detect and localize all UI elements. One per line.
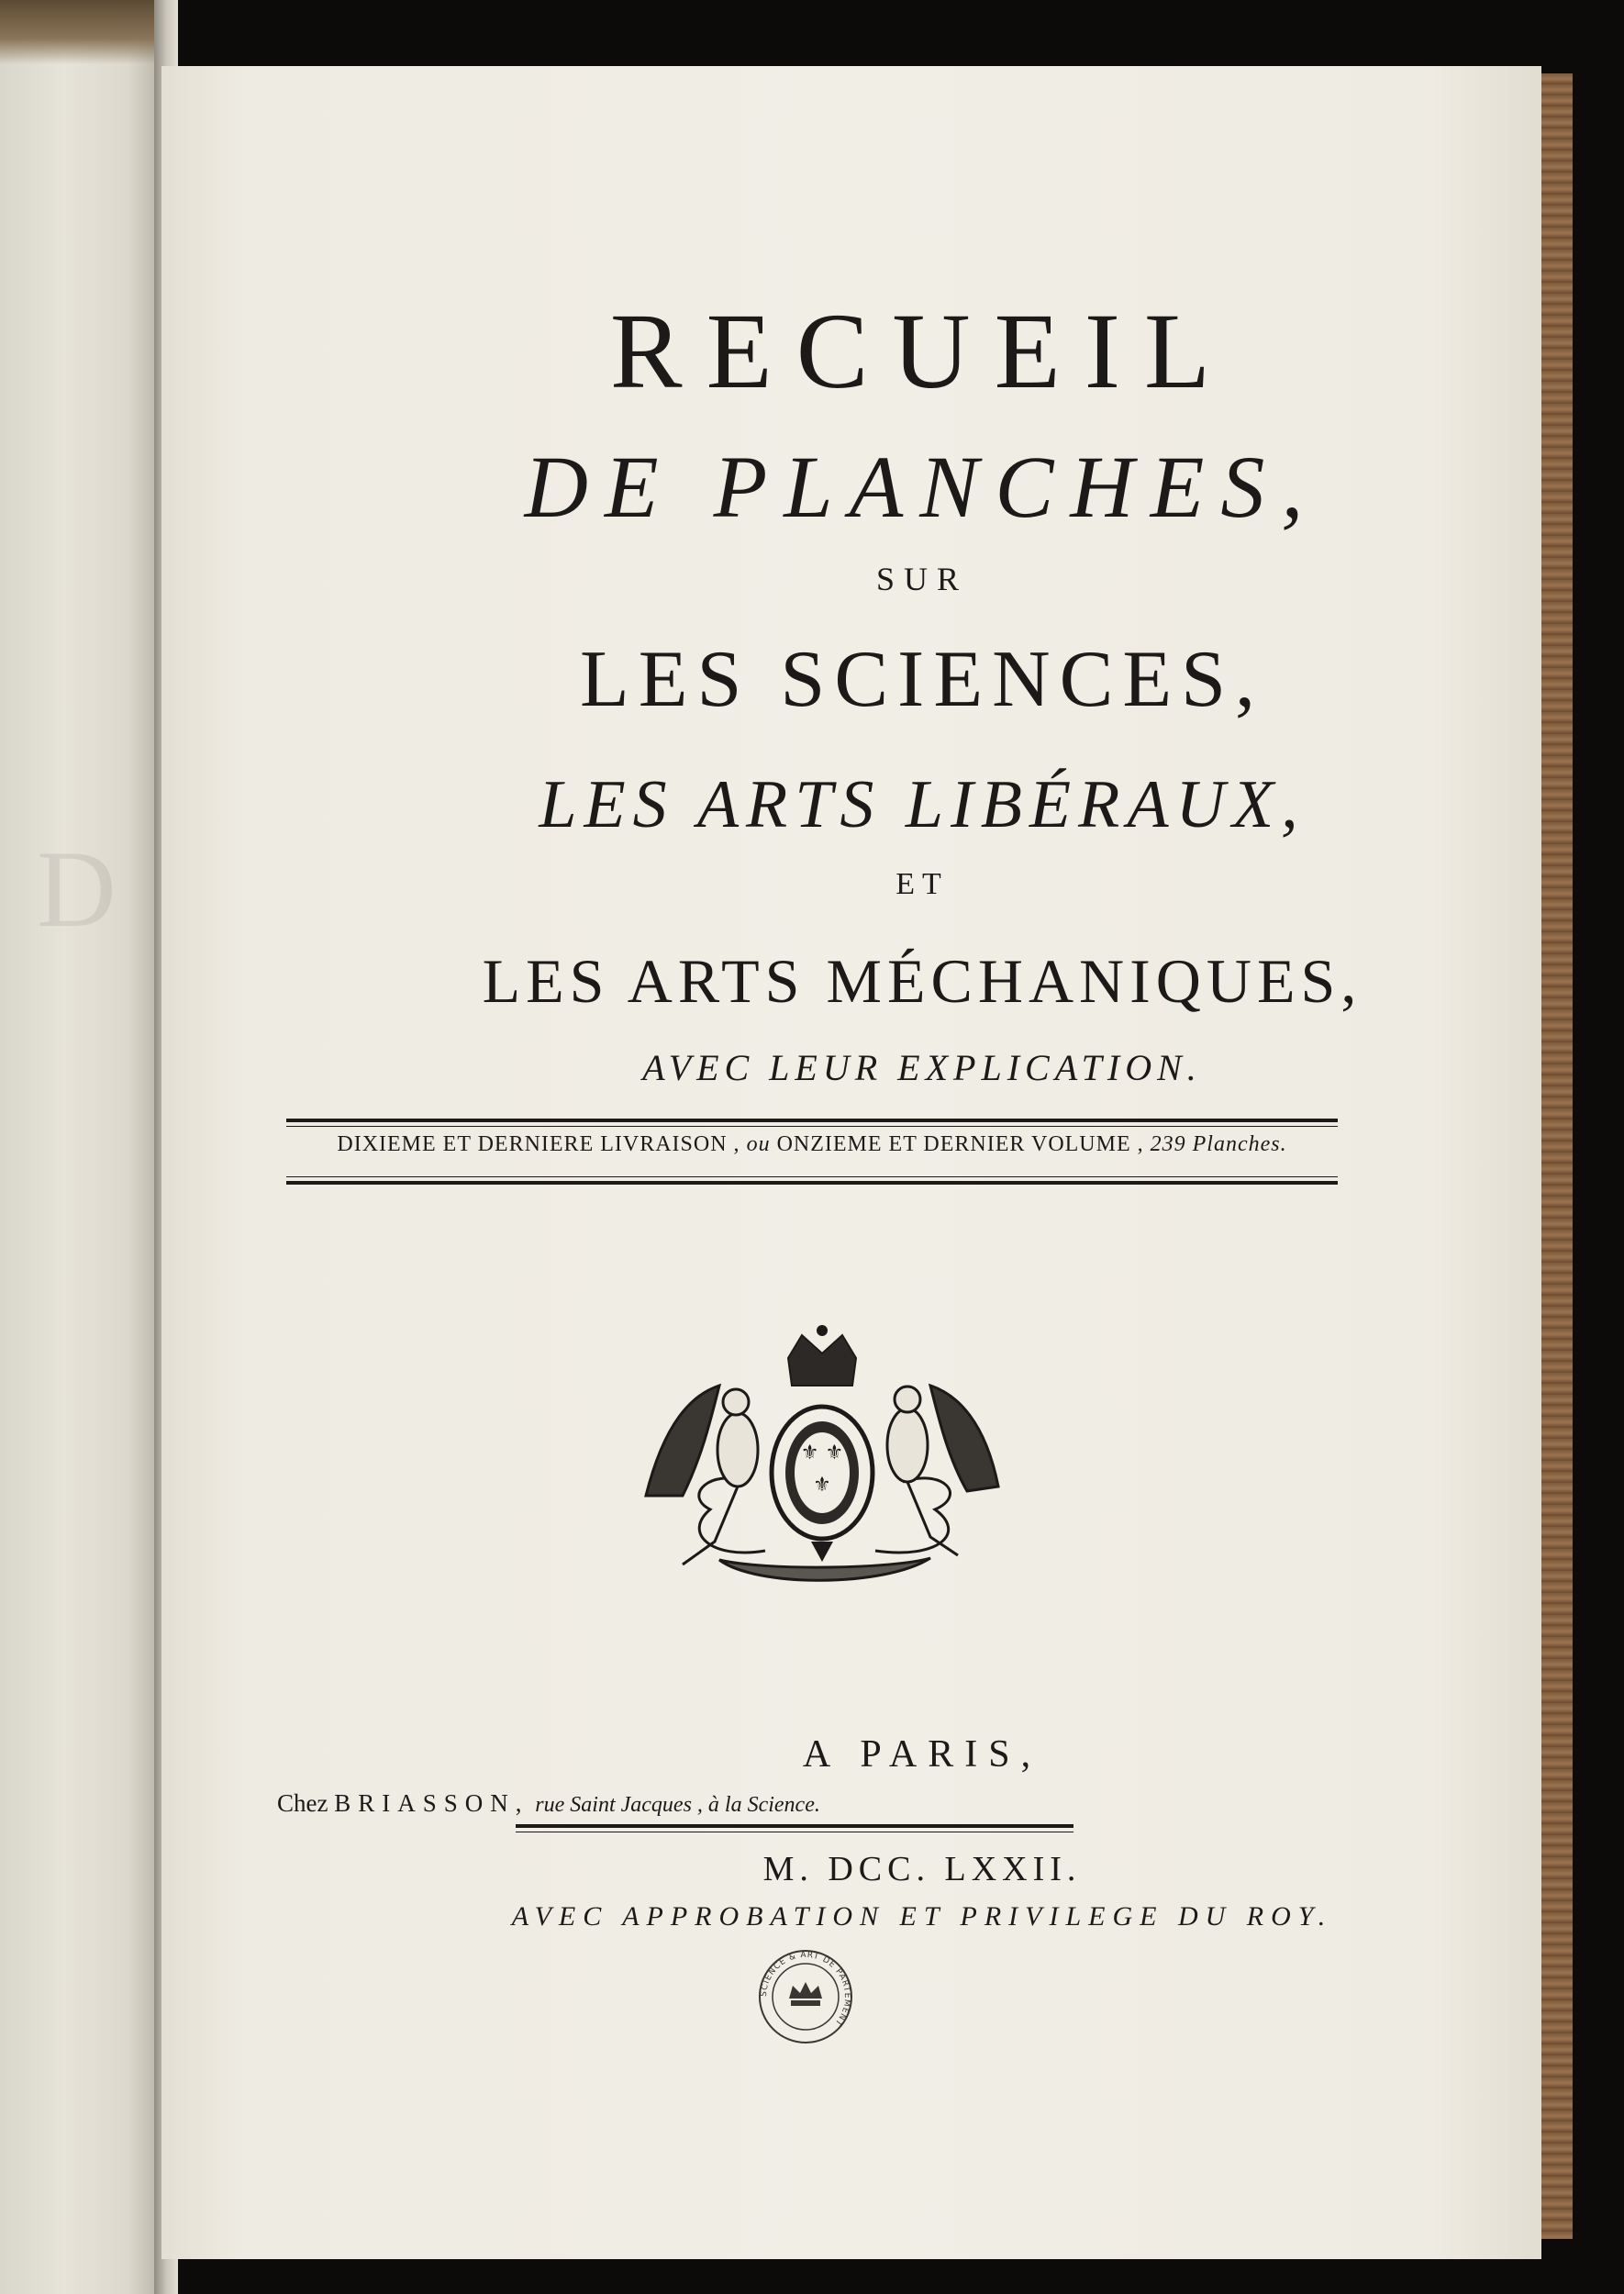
stamp-text: SCIENCE & ART DE PARTEMENT [759,1950,852,2028]
title-les-sciences: LES SCIENCES, [579,635,1265,724]
rule-bottom-thin [286,1176,1338,1177]
rule-imprint-thick [516,1824,1073,1828]
title-de-planches: DE PLANCHES, [524,438,1320,536]
imprint-address: rue Saint Jacques , à la Science. [535,1793,820,1817]
title-recueil: RECUEIL [609,291,1235,411]
volume-onzieme: ONZIEME ET DERNIER VOLUME , [776,1132,1144,1156]
rule-bottom-thick [286,1181,1338,1185]
imprint-publisher: BRIASSON, [334,1789,529,1817]
royal-arms-with-angels-icon [628,1321,1017,1606]
binding-corner [0,0,165,64]
volume-plate-count: 239 [1150,1132,1186,1156]
title-arts-mechaniques: LES ARTS MÉCHANIQUES, [482,946,1363,1016]
imprint-privilege: AVEC APPROBATION ET PRIVILEGE DU ROY. [511,1901,1333,1932]
volume-planches: Planches. [1192,1132,1287,1156]
volume-livraison: DIXIEME ET DERNIERE LIVRAISON , [337,1132,740,1156]
rule-top-thick [286,1119,1338,1122]
title-explication: AVEC LEUR EXPLICATION. [642,1047,1202,1088]
title-arts-liberaux: LES ARTS LIBÉRAUX, [539,767,1306,842]
imprint-chez: Chez [277,1789,328,1817]
svg-text:⚜ ⚜: ⚜ ⚜ [800,1442,844,1464]
rule-top-thin [286,1126,1338,1127]
imprint-date: M. DCC. LXXII. [762,1850,1082,1888]
title-sur: SUR [875,561,969,597]
imprint-publisher-line [277,1789,820,1818]
left-page-bleed-through: D [37,828,117,950]
imprint-city: A PARIS, [802,1733,1042,1776]
svg-text:⚜: ⚜ [813,1474,831,1497]
volume-statement [286,1132,1338,1157]
crown-seal-icon [754,1945,857,2048]
title-et: ET [895,867,949,901]
volume-ou: ou [746,1132,771,1156]
